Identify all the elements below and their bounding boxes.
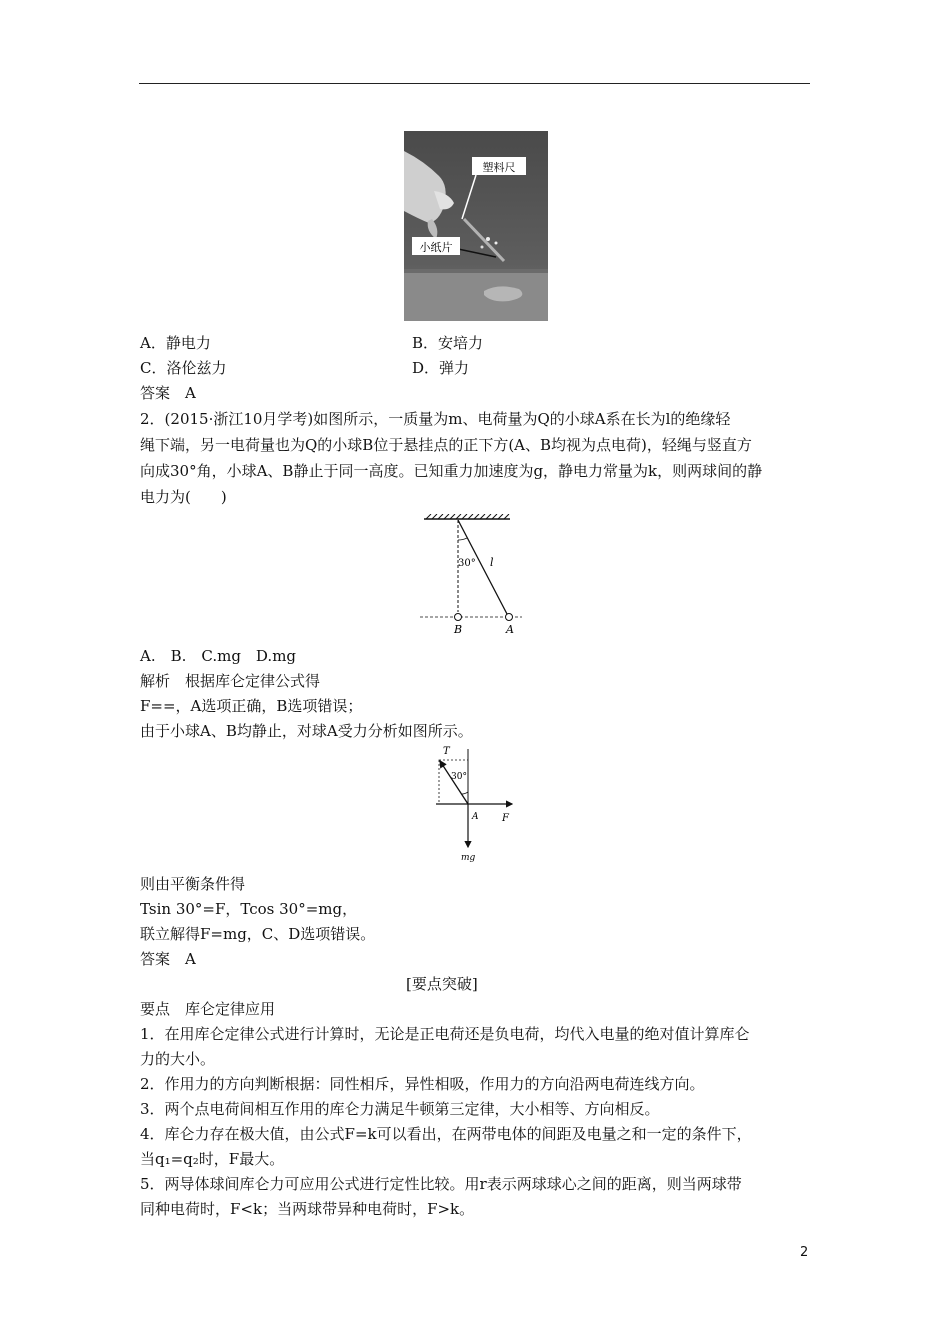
q1-option-c: C．洛伦兹力 — [140, 359, 227, 377]
page-number: 2 — [800, 1245, 809, 1260]
angle-label: 30° — [451, 772, 467, 782]
tension-label: T — [443, 746, 450, 757]
q2-balance-title: 则由平衡条件得 — [140, 875, 246, 893]
force-label: F — [502, 813, 509, 824]
q1-option-b: B．安培力 — [412, 334, 484, 352]
q2-stem-line: 绳下端，另一电荷量也为Q的小球B位于悬挂点的正下方(A、B均视为点电荷)，轻绳与竖直方 — [140, 436, 752, 454]
ruler-label: 塑料尺 — [482, 161, 516, 174]
q2-answer: 答案 A — [140, 950, 196, 968]
q1-answer: 答案 A — [140, 384, 196, 402]
length-label: l — [490, 556, 494, 569]
key-point-line: 力的大小。 — [140, 1050, 216, 1068]
gravity-label: mg — [461, 853, 476, 863]
q2-analysis-line: 由于小球A、B均静止，对球A受力分析如图所示。 — [140, 722, 473, 740]
pendulum-diagram — [418, 514, 528, 638]
key-point-line: 5．两导体球间库仑力可应用公式进行定性比较。用r表示两球球心之间的距离，则当两球带 — [140, 1175, 742, 1193]
q2-stem-line: 2．(2015·浙江10月学考)如图所示，一质量为m、电荷量为Q的小球A系在长为l的绝缘轻 — [140, 410, 731, 428]
header-rule — [139, 83, 810, 84]
ball-a-label: A — [506, 623, 514, 636]
key-point-line: 1．在用库仑定律公式进行计算时，无论是正电荷还是负电荷，均代入电量的绝对值计算库仑 — [140, 1025, 750, 1043]
q1-option-a: A．静电力 — [140, 334, 211, 352]
section-title: [要点突破] — [406, 975, 478, 993]
q2-options: A. B. C.mg D.mg — [140, 647, 297, 665]
paper-label: 小纸片 — [419, 241, 453, 254]
q2-analysis-title: 解析 根据库仑定律公式得 — [140, 672, 321, 690]
q2-balance-equation: Tsin 30°=F，Tcos 30°=mg， — [140, 900, 358, 918]
ball-b-label: B — [454, 623, 463, 636]
tension-arrow — [440, 761, 468, 804]
q2-stem-line: 电力为( ) — [140, 488, 227, 506]
q1-option-d: D．弹力 — [412, 359, 470, 377]
key-points-heading: 要点 库仑定律应用 — [140, 1000, 276, 1018]
key-point-line: 2．作用力的方向判断根据：同性相斥，异性相吸，作用力的方向沿两电荷连线方向。 — [140, 1075, 705, 1093]
point-label: A — [472, 812, 479, 822]
key-point-line: 当q₁=q₂时，F最大。 — [140, 1150, 285, 1168]
q2-analysis-line: F==，A选项正确，B选项错误； — [140, 697, 363, 715]
q2-solve-line: 联立解得F=mg，C、D选项错误。 — [140, 925, 376, 943]
ball-a — [506, 614, 513, 621]
force-diagram — [428, 745, 528, 865]
q2-stem-line: 向成30°角，小球A、B静止于同一高度。已知重力加速度为g，静电力常量为k，则两球间的静 — [140, 462, 763, 480]
ball-b — [455, 614, 462, 621]
ruler-paper-photo — [404, 131, 548, 321]
key-point-line: 同种电荷时，F<k；当两球带异种电荷时，F>k。 — [140, 1200, 475, 1218]
key-point-line: 4．库仑力存在极大值，由公式F=k可以看出，在两带电体的间距及电量之和一定的条件下， — [140, 1125, 752, 1143]
key-point-line: 3．两个点电荷间相互作用的库仑力满足牛顿第三定律，大小相等、方向相反。 — [140, 1100, 660, 1118]
angle-label: 30° — [458, 558, 476, 569]
